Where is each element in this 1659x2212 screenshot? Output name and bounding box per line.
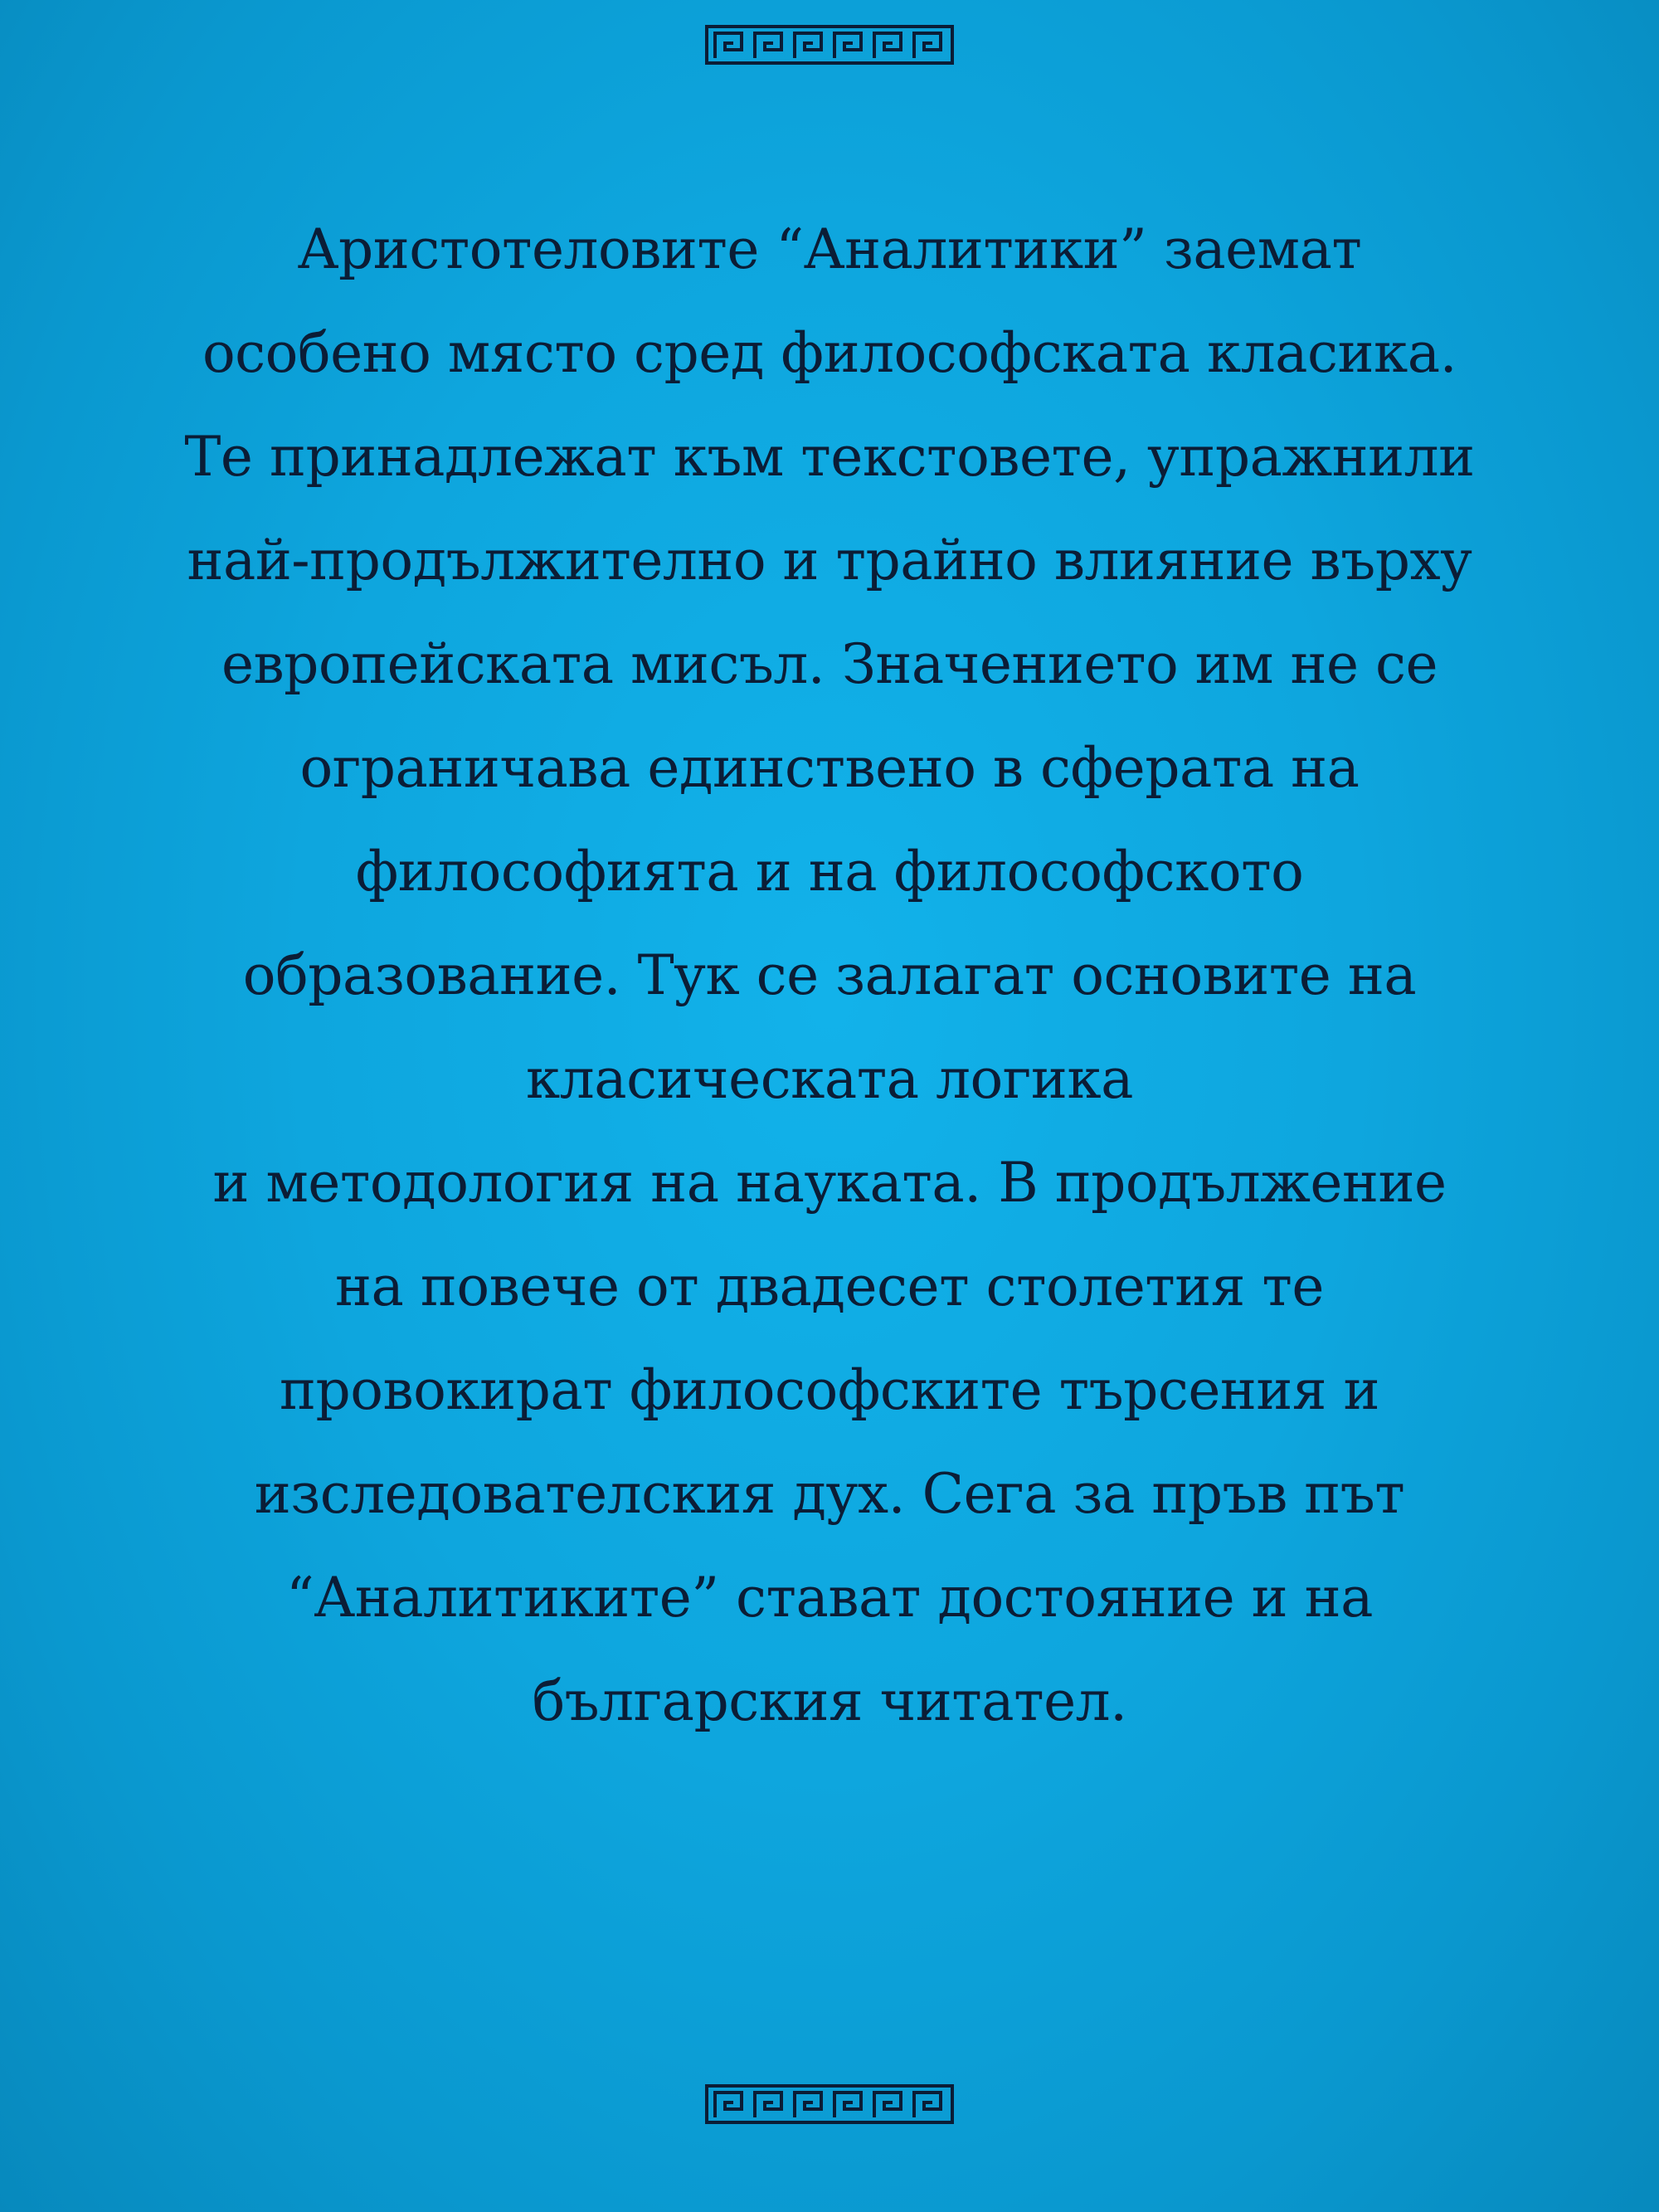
blurb-line: българския читател. (532, 1669, 1127, 1733)
blurb-line: изследователския дух. Сега за пръв път (254, 1462, 1405, 1526)
blurb-line: провокират философските търсения и (280, 1358, 1379, 1422)
blurb-line: философията и на философското (355, 840, 1304, 904)
blurb-line: европейската мисъл. Значението им не се (221, 632, 1438, 696)
blurb-line: образование. Тук се залагат основите на (242, 943, 1417, 1007)
blurb-line: Те принадлежат към текстовете, упражнили (184, 425, 1475, 489)
blurb-line: най-продължително и трайно влияние върху (187, 529, 1472, 592)
blurb-line: “Аналитиките” стават достояние и на (286, 1566, 1373, 1630)
greek-key-ornament-icon (705, 2084, 954, 2124)
blurb-text (100, 197, 1559, 1753)
blurb-line: Аристотеловите “Аналитики” заемат (297, 217, 1362, 281)
blurb-line: особено място сред философската класика. (202, 321, 1457, 385)
blurb-line: класическата логика (526, 1047, 1133, 1111)
blurb-line: ограничава единствено в сферата на (299, 736, 1360, 800)
greek-key-ornament-icon (705, 25, 954, 65)
blurb-line: на повече от двадесет столетия те (335, 1255, 1324, 1318)
blurb-line: и методология на науката. В продължение (212, 1151, 1447, 1215)
